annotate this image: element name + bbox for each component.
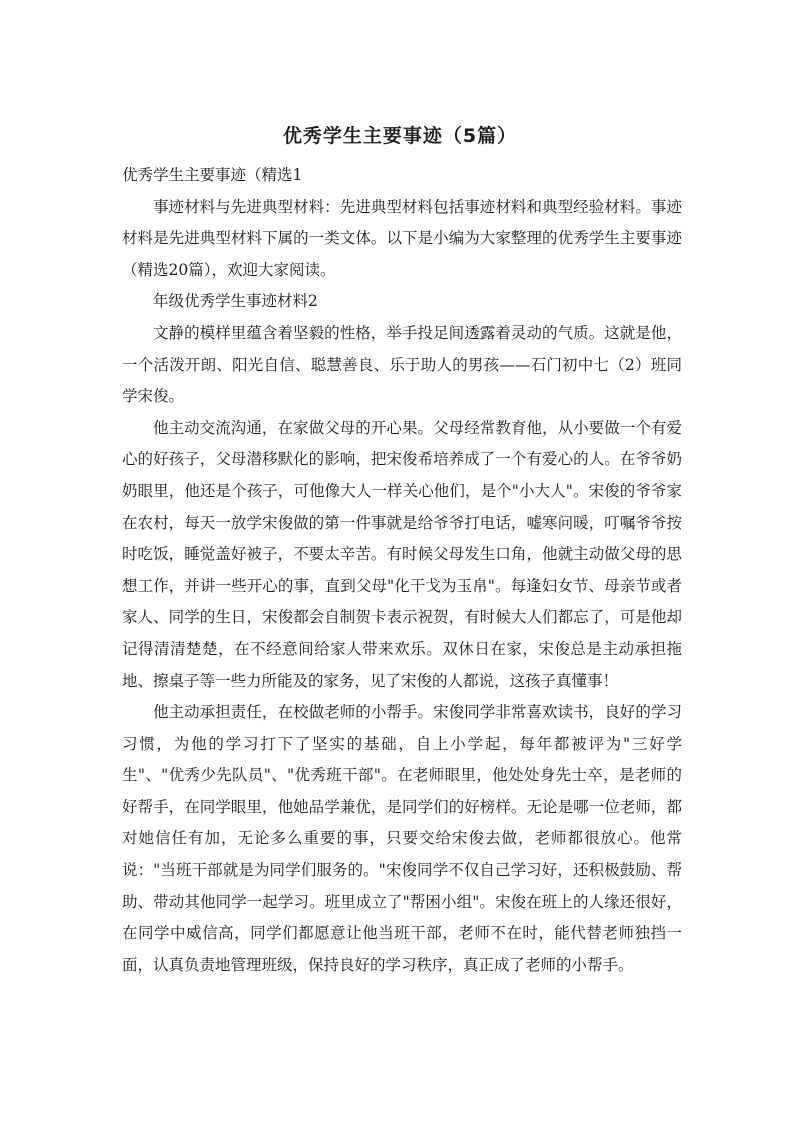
section-heading: 优秀学生主要事迹（精选1 [122,166,303,184]
section-heading: 年级优秀学生事迹材料2 [153,292,318,311]
document-title: 优秀学生主要事迹（5篇） [282,125,518,147]
paragraph: 他主动承担责任，在校做老师的小帮手。宋俊同学非常喜欢读书，良好的学习习惯，为他的学习打下了坚实的基础，自上小学起，每年都被评为"三好学生"、"优秀少先队员"、"优秀班干部"。在老师眼里，他处处身先士卒，是老师的好帮手，在同学眼里，他她品学兼优，是同学们的好榜样。无论是哪一位老师，都对她信任有加，无论多么重要的事，只要交给宋俊去做，老师都很放心。他常说："当班干部就是为同学们服务的。"宋俊同学不仅自己学习好，还积极鼓励、帮助、带动其他同学一起学习。班里成立了"帮困小组"。宋俊在班上的人缘还很好，在同学中威信高，同学们都愿意让他当班干部，老师不在时，能代替老师独挡一面，认真负责地管理班级，保持良好的学习秩序，真正成了老师的小帮手。 [122,703,682,974]
paragraph: 他主动交流沟通，在家做父母的开心果。父母经常教育他，从小要做一个有爱心的好孩子，父母潜移默化的影响，把宋俊希培养成了一个有爱心的人。在爷爷奶奶眼里，他还是个孩子，可他像大人一样关心他们，是个"小大人"。宋俊的爷爷家在农村，每天一放学宋俊做的第一件事就是给爷爷打电话，嘘寒问暖，叮嘱爷爷按时吃饭，睡觉盖好被子，不要太辛苦。有时候父母发生口角，他就主动做父母的思想工作，并讲一些开心的事，直到父母"化干戈为玉帛"。每逢妇女节、母亲节或者家人、同学的生日，宋俊都会自制贺卡表示祝贺，有时候大人们都忘了，可是他却记得清清楚楚，在不经意间给家人带来欢乐。双休日在家，宋俊总是主动承担拖地、擦桌子等一些力所能及的家务，见了宋俊的人都说，这孩子真懂事！ [122,418,682,690]
paragraph: 事迹材料与先进典型材料：先进典型材料包括事迹材料和典型经验材料。事迹材料是先进典型材料下属的一类文体。以下是小编为大家整理的优秀学生主要事迹（精选20篇），欢迎大家阅读。 [122,197,682,279]
document-body [122,160,682,981]
paragraph: 文静的模样里蕴含着坚毅的性格，举手投足间透露着灵动的气质。这就是他，一个活泼开朗、阳光自信、聪慧善良、乐于助人的男孩——石门初中七（2）班同学宋俊。 [122,323,682,406]
